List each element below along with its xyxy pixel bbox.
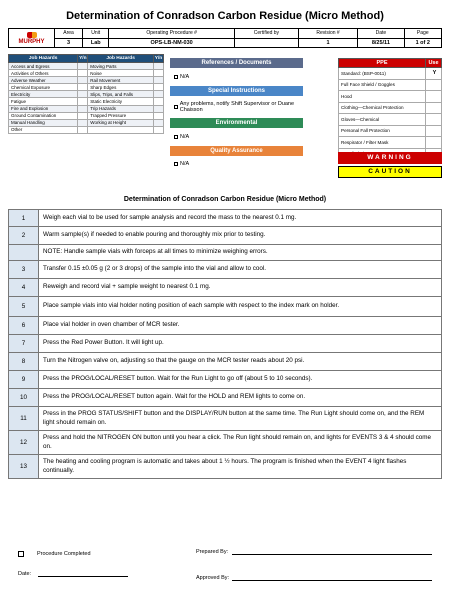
hazard-label: Sharp Edges	[88, 84, 154, 91]
ppe-use-cell[interactable]	[426, 102, 442, 114]
step-number: 4	[9, 279, 39, 297]
references-header: References / Documents	[170, 58, 303, 68]
step-row	[9, 317, 442, 335]
header-value-area: 3	[55, 38, 83, 48]
ppe-header: PPE	[339, 59, 426, 68]
step-number: 8	[9, 353, 39, 371]
step-text: Warm sample(s) if needed to enable pouring and thoroughly mix prior to testing.	[39, 227, 442, 245]
header-label: Certified by	[234, 29, 298, 39]
ppe-table	[338, 58, 442, 160]
hazard-label: Fatigue	[9, 98, 78, 105]
step-text: Press and hold the NITROGEN ON button until you hear a click. The Run light should remain on, and lights for EVENTS 3 & 4 should come on.	[39, 431, 442, 455]
hazard-yn-cell[interactable]	[154, 91, 164, 98]
step-number: 6	[9, 317, 39, 335]
step-number: 9	[9, 371, 39, 389]
logo-mark-icon	[27, 32, 37, 38]
date-signature-line[interactable]	[38, 576, 128, 577]
hazard-yn-cell[interactable]	[154, 70, 164, 77]
procedure-completed-checkbox[interactable]	[18, 551, 24, 557]
step-row	[9, 455, 442, 479]
prepared-by-signature-line[interactable]	[232, 554, 432, 555]
hazard-row	[9, 70, 164, 77]
job-hazards-table	[8, 54, 164, 134]
ppe-row	[339, 102, 442, 114]
header-value-certified	[234, 38, 298, 48]
hazard-row	[9, 98, 164, 105]
ppe-use-cell[interactable]	[426, 125, 442, 137]
hazard-label: Trip Hazards	[88, 105, 154, 112]
checkbox-icon[interactable]	[174, 135, 178, 139]
step-text: NOTE: Handle sample vials with forceps at all times to minimize weighing errors.	[39, 245, 442, 261]
header-value-unit: Lab	[83, 38, 109, 48]
ppe-row	[339, 91, 442, 103]
step-number: 2	[9, 227, 39, 245]
ppe-use-cell[interactable]: Y	[426, 68, 442, 80]
hazard-label: Slips, Trips, and Falls	[88, 91, 154, 98]
step-text: Press the PROG/LOCAL/RESET button. Wait for the Run Light to go off (about 5 to 10 seconds).	[39, 371, 442, 389]
step-text: Weigh each vial to be used for sample analysis and record the mass to the nearest 0.1 mg.	[39, 210, 442, 227]
hazard-label: Ground Contamination	[9, 112, 78, 119]
header-label: Operating Procedure #	[109, 29, 235, 39]
step-number: 1	[9, 210, 39, 227]
step-number: 7	[9, 335, 39, 353]
header-label: Area	[55, 29, 83, 39]
step-text: Press the Red Power Button. It will light up.	[39, 335, 442, 353]
hazards-header: Job Hazards	[88, 55, 154, 63]
ppe-item-label: Personal Fall Protection	[339, 125, 426, 137]
checkbox-icon[interactable]	[174, 162, 178, 166]
hazard-label: Rail Movement	[88, 77, 154, 84]
hazard-yn-cell[interactable]	[78, 91, 88, 98]
caution-banner: CAUTION	[338, 166, 442, 178]
approved-by-label: Approved By:	[196, 575, 230, 581]
warning-banner: WARNING	[338, 152, 442, 164]
hazard-row	[9, 105, 164, 112]
step-row	[9, 245, 442, 261]
environmental-body: N/A	[170, 128, 303, 146]
step-row	[9, 407, 442, 431]
step-row	[9, 261, 442, 279]
step-row	[9, 227, 442, 245]
step-row	[9, 210, 442, 227]
ppe-use-cell[interactable]	[426, 91, 442, 103]
ppe-item-label: Full Face Shield / Goggles	[339, 79, 426, 91]
hazards-header: Job Hazards	[9, 55, 78, 63]
ppe-use-cell[interactable]	[426, 114, 442, 126]
step-text: Transfer 0.15 ±0.05 g (2 or 3 drops) of the sample into the vial and allow to cool.	[39, 261, 442, 279]
header-value-revision: 1	[298, 38, 357, 48]
hazard-row	[9, 84, 164, 91]
step-row	[9, 353, 442, 371]
ppe-item-label: Standard: (BSP-0011)	[339, 68, 426, 80]
ppe-item-label: Clothing—Chemical Protection	[339, 102, 426, 114]
step-row	[9, 431, 442, 455]
header-table	[8, 28, 442, 48]
procedure-steps-table	[8, 209, 442, 479]
hazard-yn-cell[interactable]	[78, 77, 88, 84]
header-label: Date	[358, 29, 404, 39]
step-text: Place vial holder in oven chamber of MCR tester.	[39, 317, 442, 335]
step-number: 5	[9, 297, 39, 317]
hazard-label: Manual Handling	[9, 119, 78, 126]
hazard-yn-cell[interactable]	[154, 112, 164, 119]
hazard-row	[9, 119, 164, 126]
hazard-yn-cell[interactable]	[154, 105, 164, 112]
ppe-item-label: Respirator / Filter Mask	[339, 137, 426, 149]
hazard-yn-cell[interactable]	[154, 126, 164, 133]
step-text: Press the PROG/LOCAL/RESET button again. Wait for the HOLD and REM lights to come on.	[39, 389, 442, 407]
step-number: 3	[9, 261, 39, 279]
hazard-label: Noise	[88, 70, 154, 77]
step-number: 12	[9, 431, 39, 455]
header-label: Page	[404, 29, 441, 39]
procedure-title: Determination of Conradson Carbon Residue (Micro Method)	[123, 196, 327, 203]
hazard-label: Working at Height	[88, 119, 154, 126]
header-label: Revision #	[298, 29, 357, 39]
step-row	[9, 279, 442, 297]
special-instructions-body: Any problems, notify Shift Supervisor or Duane Chaisson	[170, 96, 303, 118]
header-value-page: 1 of 2	[404, 38, 441, 48]
hazard-yn-cell[interactable]	[78, 84, 88, 91]
hazard-label: Activities of Others	[9, 70, 78, 77]
document-title: Determination of Conradson Carbon Residue (Micro Method)	[66, 10, 384, 22]
quality-assurance-header: Quality Assurance	[170, 146, 303, 156]
hazard-yn-cell[interactable]	[78, 126, 88, 133]
step-text: Press in the PROG STATUS/SHIFT button and the DISPLAY/RUN button at the same time. The Run Light should come on, and the REM light should remain on.	[39, 407, 442, 431]
environmental-header: Environmental	[170, 118, 303, 128]
ppe-row	[339, 137, 442, 149]
hazards-yn-header: Y/n	[154, 56, 163, 61]
hazard-yn-cell[interactable]	[154, 63, 164, 70]
header-label: Unit	[83, 29, 109, 39]
hazard-yn-cell[interactable]	[154, 98, 164, 105]
references-body: N/A	[170, 68, 303, 86]
info-column	[170, 58, 303, 172]
ppe-use-cell[interactable]	[426, 79, 442, 91]
ppe-use-header: Use	[426, 59, 442, 68]
prepared-by-label: Prepared By:	[196, 549, 229, 555]
company-logo: MURPHY	[9, 29, 55, 48]
hazard-label: Fire and Explosion	[9, 105, 78, 112]
hazard-row	[9, 91, 164, 98]
step-row	[9, 371, 442, 389]
step-number: 10	[9, 389, 39, 407]
special-instructions-header: Special Instructions	[170, 86, 303, 96]
checkbox-icon[interactable]	[174, 105, 178, 109]
hazard-label: Adverse Weather	[9, 77, 78, 84]
step-row	[9, 335, 442, 353]
hazard-label: Access and Egress	[9, 63, 78, 70]
ppe-use-cell[interactable]	[426, 137, 442, 149]
hazard-label: Static Electricity	[88, 98, 154, 105]
hazard-label: Chemical Exposure	[9, 84, 78, 91]
hazard-yn-cell[interactable]	[78, 63, 88, 70]
hazard-label	[88, 126, 154, 133]
step-number: 13	[9, 455, 39, 479]
checkbox-icon[interactable]	[174, 75, 178, 79]
ppe-row	[339, 114, 442, 126]
step-text: Reweigh and record vial + sample weight to nearest 0.1 mg.	[39, 279, 442, 297]
hazard-yn-cell[interactable]	[154, 119, 164, 126]
hazard-yn-cell[interactable]	[78, 105, 88, 112]
approved-by-signature-line[interactable]	[232, 580, 432, 581]
step-text: Place sample vials into vial holder noting position of each sample with respect to the index mark on holder.	[39, 297, 442, 317]
hazard-yn-cell[interactable]	[78, 70, 88, 77]
hazard-yn-cell[interactable]	[154, 77, 164, 84]
step-text: The heating and cooling program is automatic and takes about 1 ½ hours. The program is finished when the EVENT 4 light flashes continually.	[39, 455, 442, 479]
step-number: 11	[9, 407, 39, 431]
quality-assurance-body: N/A	[170, 156, 303, 172]
step-row	[9, 389, 442, 407]
hazard-yn-cell[interactable]	[78, 98, 88, 105]
ppe-item-label: Hood	[339, 91, 426, 103]
ppe-item-label: Gloves—Chemical	[339, 114, 426, 126]
hazard-row	[9, 126, 164, 133]
hazard-row	[9, 63, 164, 70]
hazards-yn-header: Y/n	[79, 56, 87, 61]
hazard-yn-cell[interactable]	[78, 119, 88, 126]
hazard-label: Other	[9, 126, 78, 133]
hazard-yn-cell[interactable]	[78, 112, 88, 119]
header-value-date: 8/25/11	[358, 38, 404, 48]
header-value-procedure: OPS-LB-NM-030	[109, 38, 235, 48]
hazard-label: Electricity	[9, 91, 78, 98]
step-text: Turn the Nitrogen valve on, adjusting so that the gauge on the MCR tester reads about 20 psi.	[39, 353, 442, 371]
ppe-row	[339, 125, 442, 137]
hazard-yn-cell[interactable]	[154, 84, 164, 91]
ppe-row	[339, 68, 442, 80]
ppe-row	[339, 79, 442, 91]
step-number	[9, 245, 39, 261]
hazard-label: Trapped Pressure	[88, 112, 154, 119]
hazard-row	[9, 77, 164, 84]
step-row	[9, 297, 442, 317]
procedure-completed-label: Procedure Completed	[37, 551, 91, 557]
hazard-row	[9, 112, 164, 119]
hazard-label: Moving Parts	[88, 63, 154, 70]
date-label: Date:	[18, 571, 32, 577]
